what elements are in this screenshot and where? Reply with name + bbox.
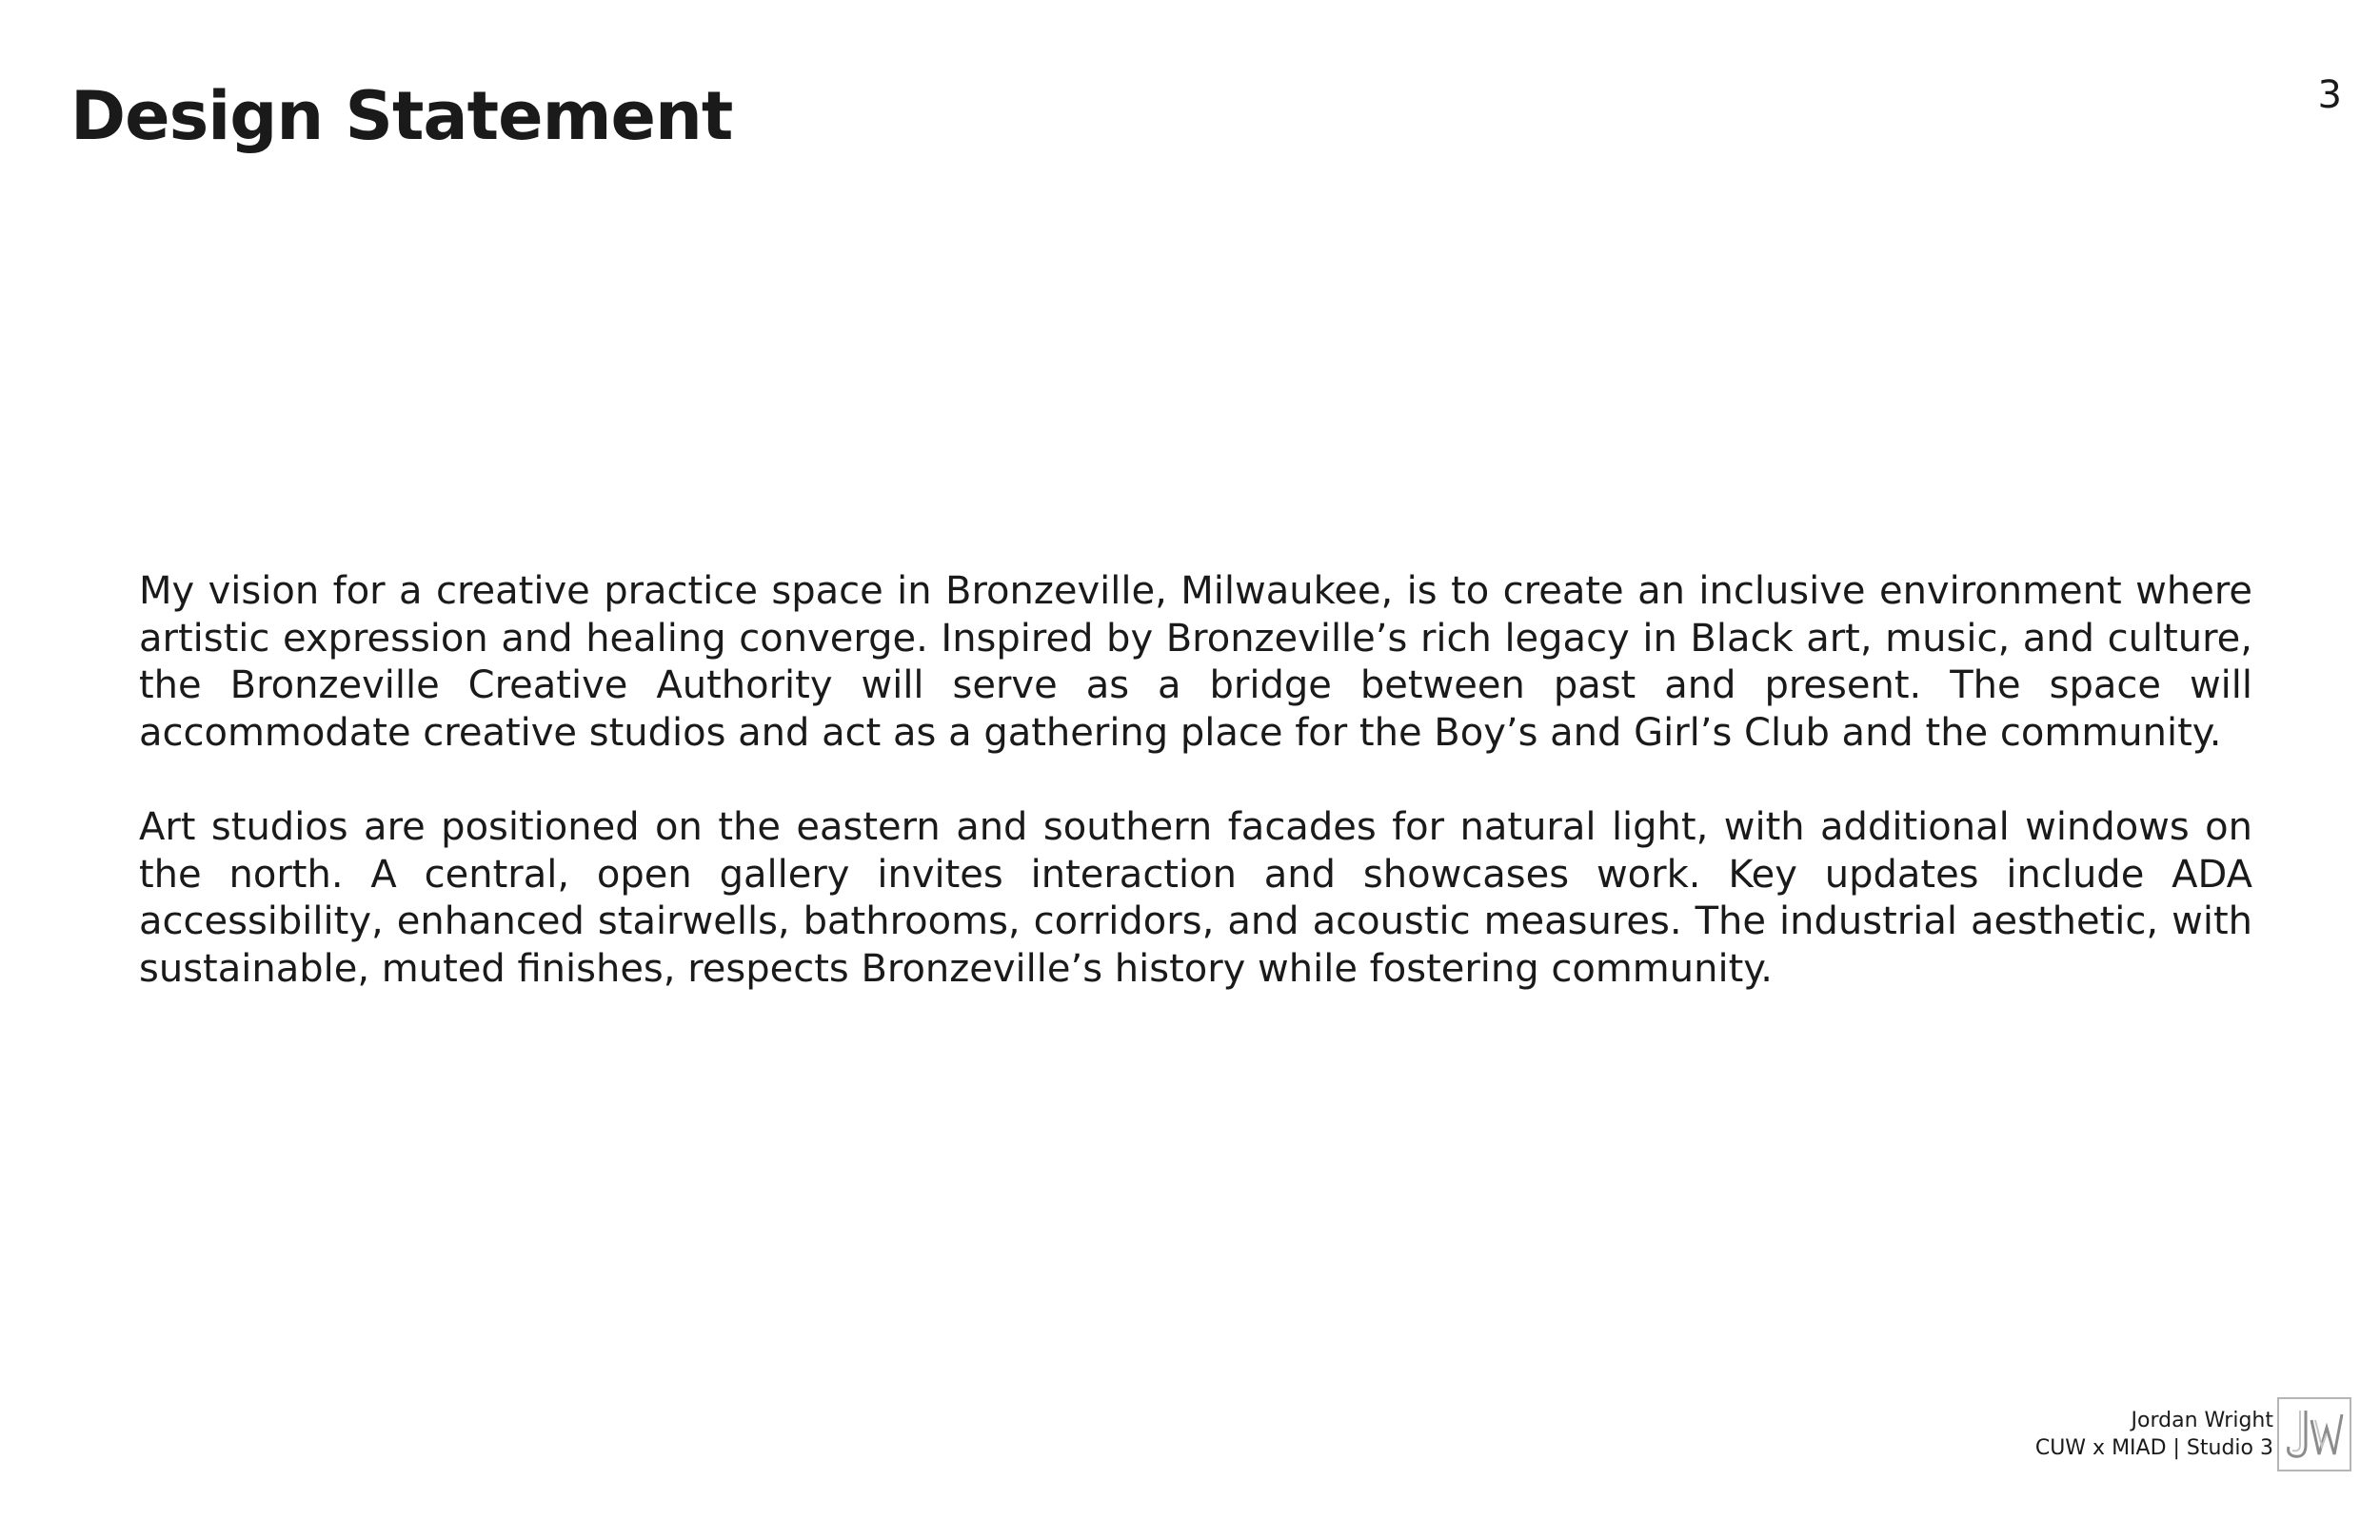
course-name: CUW x MIAD | Studio 3 <box>2034 1436 2273 1460</box>
page-title: Design Statement <box>70 77 733 155</box>
footer <box>2035 1397 2351 1471</box>
page-number: 3 <box>2317 73 2342 117</box>
author-name: Jordan Wright <box>2131 1409 2273 1432</box>
paragraph-vision: My vision for a creative practice space in Bronzeville, Milwaukee, is to create an inclusive environment where artistic expression and healing converge. Inspired by Bronzeville’s rich legacy in Black art, music, and culture, the Bronzeville Creative Authority will serve as a bridge between past and present. The space will accommodate creative studios and act as a gathering place for the Boy’s and Girl’s Club and the community. <box>139 569 2252 755</box>
jw-monogram-icon <box>2277 1397 2351 1471</box>
footer-credits <box>2035 1407 2273 1462</box>
design-statement-body <box>139 568 2252 1040</box>
paragraph-studios: Art studios are positioned on the eastern and southern facades for natural light, with additional windows on the north. A central, open gallery invites interaction and showcases work. Key updates include ADA accessibility, enhanced stairwells, bathrooms, corridors, and acoustic measures. The industrial aesthetic, with sustainable, muted finishes, respects Bronzeville’s history while fostering community. <box>139 805 2252 991</box>
